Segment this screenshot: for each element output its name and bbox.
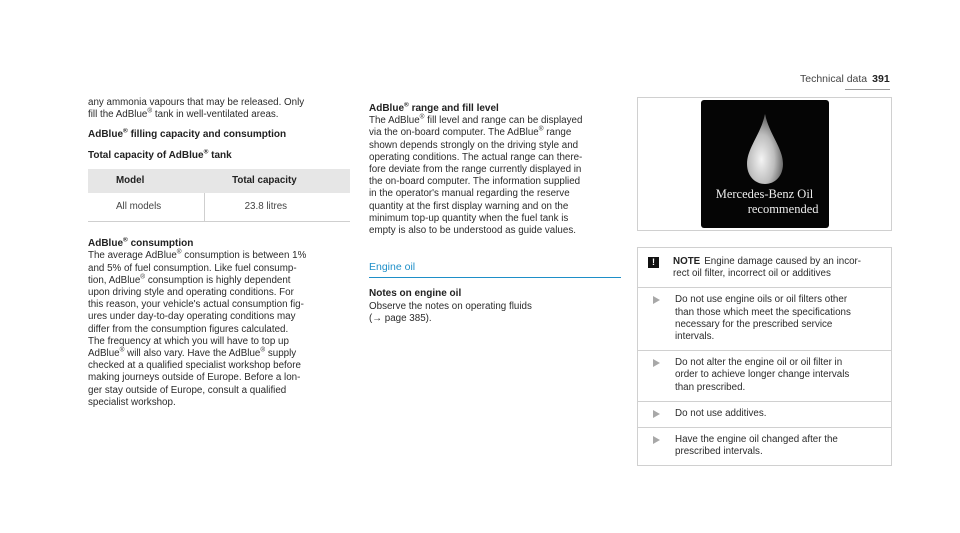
notes-page-reference[interactable]: (→ page 385). xyxy=(369,312,432,324)
note-text: NOTE Engine damage caused by an incor- rect oil filter, incorrect oil or additives xyxy=(673,256,862,280)
oil-logo-frame xyxy=(637,97,892,231)
column-middle xyxy=(369,97,621,325)
list-item: Have the engine oil changed after the prescribed intervals. xyxy=(638,428,891,465)
table-cell-model: All models xyxy=(88,193,204,222)
note-header xyxy=(638,248,891,288)
notes-line-1: Observe the notes on operating fluids xyxy=(369,300,532,312)
table-row xyxy=(88,193,350,222)
bullet-arrow-icon xyxy=(653,296,660,304)
bullet-arrow-icon xyxy=(653,359,660,367)
intro-line-2: fill the AdBlue® tank in well-ventilated areas. xyxy=(88,107,279,121)
heading-range-fill-level: AdBlue® range and fill level xyxy=(369,101,499,114)
logo-text-brand: Mercedes-Benz Oil xyxy=(715,187,814,201)
heading-consumption: AdBlue® consumption xyxy=(88,236,194,250)
column-right xyxy=(637,97,890,466)
page-number: 391 xyxy=(872,73,890,85)
table-header-capacity: Total capacity xyxy=(204,169,350,193)
table-header-model: Model xyxy=(88,169,204,193)
logo-text-recommended: recommended xyxy=(747,202,819,216)
bullet-arrow-icon xyxy=(653,436,660,444)
mercedes-oil-logo xyxy=(701,100,829,228)
consumption-text: The average AdBlue® consumption is between 1% and 5% of fuel consumption. Like fuel consump- tion, AdBlue® consumption is highly dependent upon driving style and operating conditions. For this reason, your vehicle's actual consumption fig- ures under day-to-day operating conditions may differ from the consumption figures calculated. The frequency at which you will have to top up AdBlue® will also vary. Have the AdBlue® supply checked at a qualified specialist workshop before making journeys outside of Europe. Before a lon- ger stay outside of Europe, consult a qualified specialist workshop. xyxy=(88,249,307,408)
section-title-engine-oil: Engine oil xyxy=(369,261,621,278)
heading-total-capacity: Total capacity of AdBlue® tank xyxy=(88,148,232,161)
list-item: Do not use engine oils or oil filters other than those which meet the specifications necessary for the prescribed service intervals. xyxy=(638,288,891,351)
list-item: Do not alter the engine oil or oil filter in order to achieve longer change intervals than prescribed. xyxy=(638,351,891,402)
capacity-table xyxy=(88,169,350,222)
note-box xyxy=(637,247,892,466)
heading-notes-engine-oil: Notes on engine oil xyxy=(369,288,462,300)
range-text: The AdBlue® fill level and range can be displayed via the on-board computer. The AdBlue® range shown depends strongly on the driving style and operating conditions. The actual range can there- fore deviate from the range currently displayed in the on-board computer. The information supplied in the operator's manual regarding the reserve quantity at the first display warning and on the minimum top-up quantity when the fuel tank is empty is also to be understood as guide values. xyxy=(369,113,583,237)
list-item: Do not use additives. xyxy=(638,402,891,428)
heading-filling-capacity: AdBlue® filling capacity and consumption xyxy=(88,128,287,141)
page-header xyxy=(800,73,890,85)
table-cell-capacity: 23.8 litres xyxy=(204,193,350,222)
section-name: Technical data xyxy=(800,73,868,85)
warning-icon: ! xyxy=(648,257,659,268)
intro-line-1: any ammonia vapours that may be released. Only xyxy=(88,97,305,108)
bullet-arrow-icon xyxy=(653,410,660,418)
header-rule xyxy=(845,89,890,90)
column-left xyxy=(88,97,350,409)
